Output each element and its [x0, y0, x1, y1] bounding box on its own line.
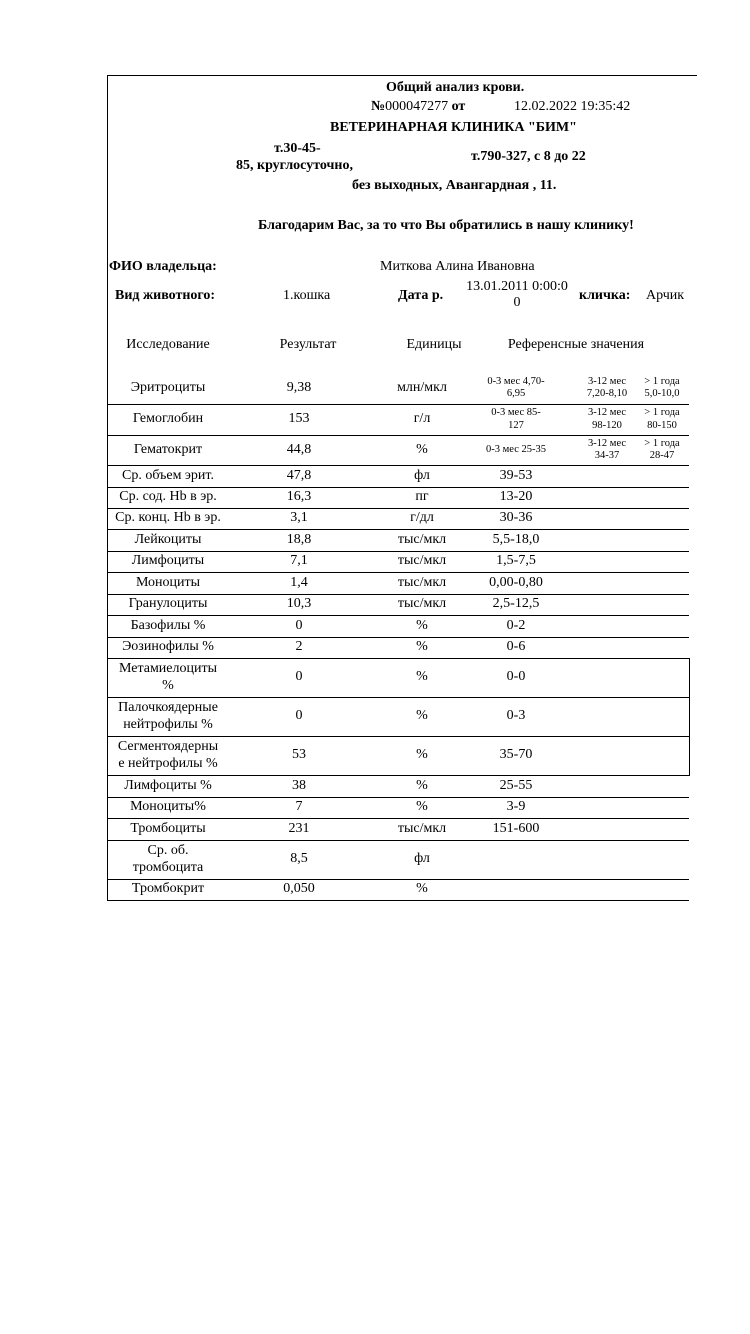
col-test: Исследование — [126, 336, 210, 352]
row-reference: 0-0 — [506, 669, 526, 685]
row-reference: 25-55 — [499, 777, 533, 793]
row-unit: тыс/мкл — [397, 553, 447, 569]
row-reference: 151-600 — [492, 820, 540, 836]
row-reference: 35-70 — [499, 747, 533, 763]
row-reference: 30-36 — [499, 510, 533, 526]
row-test-name — [108, 697, 228, 736]
phone1-line2: 85, круглосуточно, — [236, 158, 353, 173]
row-result: 9,38 — [286, 379, 312, 395]
row-test-name: Базофилы % — [130, 617, 206, 633]
reference-line1: > 1 года — [644, 375, 680, 387]
reference-line2: 7,20-8,10 — [586, 388, 628, 399]
report-title: Общий анализ крови. — [386, 80, 525, 95]
row-result: 44,8 — [286, 441, 312, 457]
reference-line2: 5,0-10,0 — [644, 388, 680, 399]
phone2: т.790-327, с 8 до 22 — [471, 149, 586, 164]
row-unit: % — [416, 639, 428, 655]
row-result: 16,3 — [286, 489, 312, 505]
row-unit: тыс/мкл — [397, 596, 447, 612]
row-reference: 0-6 — [506, 639, 526, 655]
col-units: Единицы — [406, 336, 462, 352]
report-datetime: 12.02.2022 19:35:42 — [514, 99, 631, 114]
row-unit: фл — [414, 467, 430, 483]
row-reference: 3-9 — [506, 799, 526, 815]
row-test-name: Моноциты% — [130, 799, 206, 815]
row-result: 0 — [295, 617, 303, 633]
row-unit: % — [416, 708, 428, 724]
test-name-line2: нейтрофилы % — [123, 716, 213, 732]
test-name-line2: % — [162, 677, 174, 693]
row-result: 2 — [295, 639, 303, 655]
row-reference-range — [636, 372, 688, 404]
row-reference-range — [470, 404, 562, 435]
row-test-name: Ср. объем эрит. — [122, 467, 214, 483]
row-unit: % — [416, 747, 428, 763]
row-unit: млн/мкл — [397, 379, 447, 395]
number-sign: № — [371, 99, 386, 114]
row-unit: фл — [414, 851, 430, 867]
row-reference: 13-20 — [499, 489, 533, 505]
row-test-name: Моноциты — [135, 574, 201, 590]
test-name-line1: Метамиелоциты — [118, 661, 218, 677]
row-result: 18,8 — [286, 531, 312, 547]
row-result: 3,1 — [290, 510, 308, 526]
row-unit: тыс/мкл — [397, 820, 447, 836]
row-test-name: Тромбоциты — [130, 820, 206, 836]
row-reference: 0-2 — [506, 617, 526, 633]
table-row-divider — [108, 900, 689, 901]
birth-line1: 13.01.2011 0:00:0 — [466, 279, 568, 294]
species-label: Вид животного: — [115, 288, 216, 303]
row-reference: 0-3 — [506, 708, 526, 724]
row-test-name: Эозинофилы % — [122, 639, 214, 655]
row-reference-range — [470, 372, 562, 404]
row-test-name — [108, 840, 228, 879]
row-reference-range — [636, 404, 688, 435]
reference-line2: 6,95 — [506, 388, 526, 399]
reference-line1: > 1 года — [644, 437, 680, 449]
row-reference: 1,5-7,5 — [496, 553, 536, 569]
row-test-name: Эритроциты — [130, 379, 206, 395]
reference-line2: 127 — [508, 419, 524, 431]
table-right-border — [689, 658, 690, 776]
row-test-name: Лимфоциты — [131, 553, 205, 569]
birth-value — [458, 279, 576, 311]
row-test-name: Гранулоциты — [128, 596, 208, 612]
reference-line1: > 1 года — [644, 407, 680, 419]
row-result: 38 — [292, 777, 306, 793]
row-test-name: Ср. конц. Hb в эр. — [115, 510, 221, 526]
test-name-line1: Ср. об. — [147, 843, 189, 859]
row-result: 231 — [288, 820, 310, 836]
birth-line2: 0 — [513, 295, 521, 311]
row-result: 53 — [292, 747, 306, 763]
row-result: 153 — [288, 411, 310, 427]
test-name-line1: Палочкоядерные — [118, 700, 218, 716]
test-name-line2: тромбоцита — [132, 859, 204, 875]
row-test-name: Лейкоциты — [134, 531, 202, 547]
row-result: 0,050 — [283, 881, 315, 897]
row-unit: тыс/мкл — [397, 531, 447, 547]
reference-line1: 3-12 мес — [587, 407, 627, 419]
test-name-line2: е нейтрофилы % — [118, 755, 218, 771]
row-test-name: Гемоглобин — [132, 411, 204, 427]
row-test-name: Тромбокрит — [131, 881, 205, 897]
row-unit: г/дл — [410, 510, 434, 526]
row-unit: г/л — [413, 411, 431, 427]
row-result: 8,5 — [290, 851, 308, 867]
birth-label: Дата р. — [398, 288, 444, 303]
reference-line2: 80-150 — [647, 419, 677, 431]
number-value: 000047277 — [385, 99, 449, 114]
nick-label: кличка: — [579, 288, 631, 303]
row-unit: % — [416, 669, 428, 685]
row-unit: % — [416, 617, 428, 633]
reference-line1: 3-12 мес — [587, 375, 627, 387]
nick-value: Арчик — [646, 288, 685, 303]
reference-line2: 98-120 — [592, 419, 622, 431]
row-reference — [470, 879, 562, 900]
owner-name: Миткова Алина Ивановна — [380, 259, 535, 274]
reference-line2: 28-47 — [649, 450, 675, 461]
reference-line1: 0-3 мес 4,70- — [487, 375, 545, 387]
reference-line1: 0-3 мес 25-35 — [486, 443, 546, 455]
reference-line2: 34-37 — [594, 450, 620, 461]
species-value: 1.кошка — [283, 288, 331, 303]
row-reference-range — [636, 435, 688, 465]
row-reference-range — [578, 404, 636, 435]
thanks-message: Благодарим Вас, за то что Вы обратились в нашу клинику! — [258, 218, 634, 233]
row-test-name — [108, 736, 228, 775]
owner-label: ФИО владельца: — [109, 259, 217, 274]
from-label: от — [451, 99, 466, 114]
row-reference: 2,5-12,5 — [492, 596, 540, 612]
row-unit: пг — [415, 489, 429, 505]
row-test-name: Лимфоциты % — [124, 777, 212, 793]
col-result: Результат — [279, 336, 337, 352]
row-result: 47,8 — [286, 467, 312, 483]
row-reference: 39-53 — [499, 467, 533, 483]
row-reference-range — [578, 435, 636, 465]
row-result: 0 — [295, 669, 303, 685]
reference-line1: 3-12 мес — [587, 437, 627, 449]
phone1-line1: т.30-45- — [274, 141, 321, 156]
row-reference: 0,00-0,80 — [489, 574, 543, 590]
row-unit: % — [416, 881, 428, 897]
reference-line1: 0-3 мес 85- — [491, 407, 541, 419]
row-unit: % — [416, 441, 428, 457]
clinic-name: ВЕТЕРИНАРНАЯ КЛИНИКА "БИМ" — [330, 120, 577, 135]
report-number — [371, 99, 465, 115]
row-unit: тыс/мкл — [397, 574, 447, 590]
row-reference — [470, 840, 562, 879]
row-test-name: Ср. сод. Hb в эр. — [119, 489, 217, 505]
row-result: 7,1 — [290, 553, 308, 569]
row-result: 0 — [295, 708, 303, 724]
row-unit: % — [416, 799, 428, 815]
row-reference-range — [470, 435, 562, 465]
row-unit: % — [416, 777, 428, 793]
row-result: 10,3 — [286, 596, 312, 612]
row-reference: 5,5-18,0 — [492, 531, 540, 547]
col-reference: Референсные значения — [507, 336, 645, 352]
row-test-name: Гематокрит — [133, 441, 203, 457]
row-result: 7 — [295, 799, 303, 815]
row-result: 1,4 — [290, 574, 308, 590]
top-border — [107, 75, 697, 76]
test-name-line1: Сегментоядерны — [117, 739, 219, 755]
row-test-name — [108, 658, 228, 697]
row-reference-range — [578, 372, 636, 404]
clinic-address: без выходных, Авангардная , 11. — [352, 178, 557, 193]
